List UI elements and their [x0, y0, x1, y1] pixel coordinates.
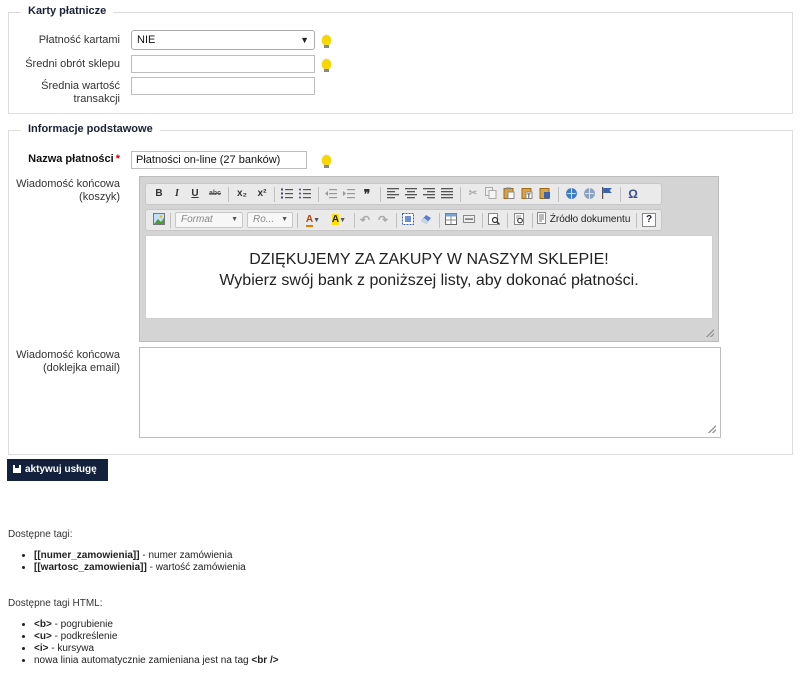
toolbar-separator	[170, 213, 171, 228]
tag-desc: - pogrubienie	[51, 619, 113, 630]
align-left-icon[interactable]	[386, 187, 400, 201]
underline-icon[interactable]: U	[191, 188, 199, 199]
chevron-down-icon: ▼	[300, 35, 309, 45]
toolbar-separator	[354, 213, 355, 228]
preview-icon[interactable]	[512, 213, 526, 227]
toolbar-separator	[396, 213, 397, 228]
unlink-icon[interactable]	[582, 187, 596, 201]
editor-content-line2: Wybierz swój bank z poniższej listy, aby dokonać płatności.	[219, 272, 639, 289]
find-icon[interactable]	[487, 213, 501, 227]
basic-info-legend: Informacje podstawowe	[21, 123, 160, 135]
tag-desc: nowa linia automatycznie zamieniana jest na tag	[34, 655, 252, 666]
final-msg-label-line1: Wiadomość końcowa	[16, 178, 120, 190]
payment-name-label-text: Nazwa płatności	[28, 153, 114, 165]
final-msg-label-line2: (koszyk)	[79, 191, 120, 203]
list-item	[34, 550, 246, 562]
hint-bulb-icon[interactable]	[322, 59, 331, 69]
list-item	[34, 655, 279, 667]
format-combo-label: Format	[181, 214, 213, 225]
list-item	[34, 619, 279, 631]
text-color-icon[interactable]: A▼	[305, 214, 321, 225]
email-msg-textarea[interactable]	[139, 347, 721, 438]
toolbar-separator	[439, 213, 440, 228]
strikethrough-icon[interactable]: abc	[208, 190, 222, 197]
tag-code: <i>	[34, 643, 49, 654]
paste-icon[interactable]	[502, 187, 516, 201]
svg-text:T: T	[527, 194, 531, 199]
special-char-icon[interactable]: Ω	[628, 187, 638, 201]
list-item	[34, 562, 246, 574]
resize-handle-icon[interactable]	[706, 329, 714, 337]
hint-bulb-icon[interactable]	[322, 35, 331, 45]
bg-color-icon[interactable]: A▼	[331, 214, 347, 225]
outdent-icon[interactable]	[324, 187, 338, 201]
blockquote-icon[interactable]: ❞	[363, 187, 371, 201]
source-button[interactable]	[537, 212, 630, 228]
avg-turnover-label: Średni obrót sklepu	[25, 58, 120, 70]
copy-icon[interactable]	[484, 187, 498, 201]
html-tags-list	[20, 619, 279, 667]
html-tags-heading: Dostępne tagi HTML:	[8, 598, 103, 609]
resize-handle-icon[interactable]	[708, 425, 716, 433]
avg-transaction-label-line2: transakcji	[73, 93, 120, 105]
numbered-list-icon[interactable]	[280, 187, 294, 201]
toolbar-separator	[297, 213, 298, 228]
link-icon[interactable]	[564, 187, 578, 201]
rich-text-editor	[139, 176, 719, 342]
toolbar-separator	[228, 187, 229, 202]
align-right-icon[interactable]	[422, 187, 436, 201]
activate-service-button[interactable]	[7, 459, 108, 481]
horizontal-rule-icon[interactable]	[462, 213, 476, 227]
payment-cards-select[interactable]	[131, 30, 315, 50]
email-msg-label-line2: (doklejka email)	[42, 362, 120, 374]
superscript-icon[interactable]: x²	[257, 188, 267, 199]
avg-transaction-input[interactable]	[131, 77, 315, 95]
list-item	[34, 631, 279, 643]
toolbar-separator	[507, 213, 508, 228]
select-all-icon[interactable]	[401, 213, 415, 227]
remove-format-icon[interactable]	[419, 213, 433, 227]
subscript-icon[interactable]: x₂	[236, 188, 247, 199]
source-button-label: Źródło dokumentu	[549, 214, 631, 225]
toolbar-row-2	[145, 209, 662, 231]
indent-icon[interactable]	[342, 187, 356, 201]
required-marker: *	[115, 153, 120, 165]
tag-code: <b>	[34, 619, 52, 630]
toolbar-separator	[636, 213, 637, 228]
help-glyph: ?	[645, 214, 653, 225]
paste-word-icon[interactable]	[538, 187, 552, 201]
justify-icon[interactable]	[440, 187, 454, 201]
tag-desc: - podkreślenie	[51, 631, 118, 642]
paste-text-icon[interactable]	[520, 187, 534, 201]
hint-bulb-icon[interactable]	[322, 155, 331, 165]
payment-cards-label: Płatność kartami	[38, 34, 120, 46]
editor-content-line1: DZIĘKUJEMY ZA ZAKUPY W NASZYM SKLEPIE!	[249, 251, 609, 268]
image-icon[interactable]	[152, 213, 166, 227]
toolbar-separator	[532, 213, 533, 228]
save-icon	[13, 465, 21, 473]
cut-icon[interactable]: ✂	[468, 188, 478, 199]
payment-name-label	[28, 153, 120, 166]
tag-code: [[numer_zamowienia]]	[34, 550, 140, 561]
toolbar-separator	[482, 213, 483, 228]
avg-transaction-label-line1: Średnia wartość	[41, 80, 120, 92]
help-icon[interactable]	[642, 213, 656, 227]
payment-name-input[interactable]: Płatności on-line (27 banków)	[131, 151, 307, 169]
cards-legend: Karty płatnicze	[21, 5, 113, 17]
tag-desc: - wartość zamówienia	[146, 562, 246, 573]
tag-code: <u>	[34, 631, 52, 642]
toolbar-separator	[620, 187, 621, 202]
toolbar-separator	[460, 187, 461, 202]
bg-color-glyph: A	[331, 214, 340, 225]
dropdown-arrow-icon: ▼	[281, 216, 288, 223]
toolbar-separator	[558, 187, 559, 202]
bullet-list-icon[interactable]	[298, 187, 312, 201]
activate-service-label: aktywuj usługę	[25, 464, 97, 475]
align-center-icon[interactable]	[404, 187, 418, 201]
tags-list	[20, 550, 246, 574]
format-combo[interactable]	[175, 212, 243, 228]
font-combo[interactable]	[247, 212, 293, 228]
text-color-glyph: A	[305, 214, 314, 225]
toolbar-separator	[274, 187, 275, 202]
undo-icon[interactable]: ↶	[359, 213, 371, 227]
payment-cards-value: NIE	[137, 34, 156, 46]
list-item	[34, 643, 279, 655]
toolbar-separator	[380, 187, 381, 202]
font-combo-label: Ro...	[253, 214, 275, 225]
email-msg-label	[16, 349, 120, 375]
anchor-flag-icon[interactable]	[600, 187, 614, 201]
avg-turnover-input[interactable]	[131, 55, 315, 73]
toolbar-row-1	[145, 183, 662, 205]
editor-content[interactable]	[145, 235, 713, 319]
tags-heading: Dostępne tagi:	[8, 529, 73, 540]
email-msg-label-line1: Wiadomość końcowa	[16, 349, 120, 361]
tag-desc: - numer zamówienia	[139, 550, 233, 561]
bold-icon[interactable]: B	[155, 188, 163, 199]
avg-transaction-label	[41, 80, 120, 106]
tag-desc: - kursywa	[48, 643, 95, 654]
final-msg-label	[16, 178, 120, 204]
redo-icon[interactable]: ↷	[377, 213, 389, 227]
italic-icon[interactable]: I	[175, 188, 179, 199]
cards-fieldset	[8, 5, 793, 114]
table-icon[interactable]	[444, 213, 458, 227]
tag-code: <br />	[251, 655, 279, 666]
toolbar-separator	[318, 187, 319, 202]
dropdown-arrow-icon: ▼	[231, 216, 238, 223]
tag-code: [[wartosc_zamowienia]]	[34, 562, 147, 573]
